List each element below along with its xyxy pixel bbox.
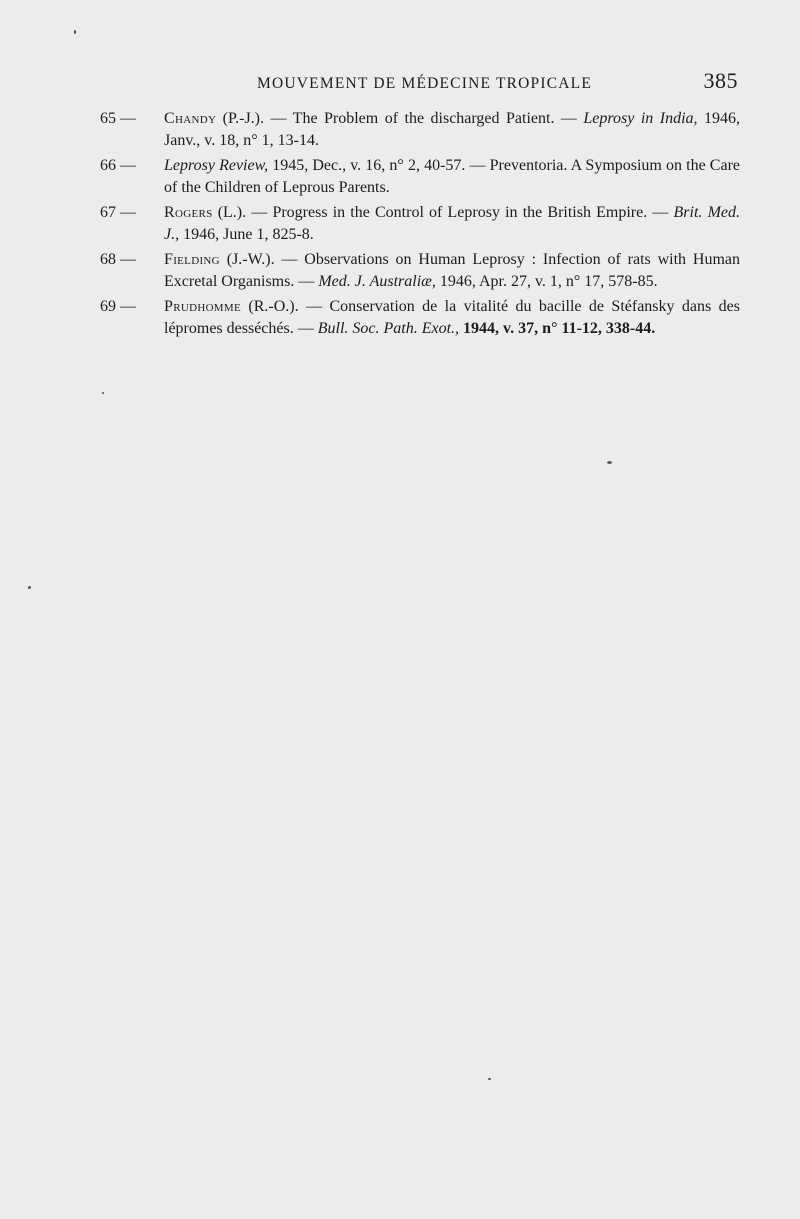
reference-journal: Med. J. Australiæ,	[318, 273, 436, 290]
reference-number: 68 —	[100, 251, 136, 268]
reference-initials: (R.-O.).	[241, 298, 299, 315]
reference-details: 1946, Janv., v. 18, n° 1, 13-14.	[164, 110, 740, 149]
reference-number: 66 —	[100, 157, 136, 174]
page-number: 385	[703, 68, 738, 93]
scan-speck	[488, 1078, 491, 1080]
reference-title: — Observations on Human Leprosy : Infection of rats with Human Excretal Organisms. —	[164, 251, 740, 290]
reference-item	[100, 155, 740, 199]
reference-initials: (P.-J.).	[216, 110, 265, 127]
reference-title: — Conservation de la vitalité du bacille de Stéfansky dans des lépromes desséchés. —	[164, 298, 740, 337]
reference-journal: Leprosy Review,	[164, 157, 269, 174]
scan-speck	[74, 30, 76, 34]
running-title: MOUVEMENT DE MÉDECINE TROPICALE	[257, 75, 592, 92]
reference-details: 1946, Apr. 27, v. 1, n° 17, 578-85.	[435, 273, 658, 290]
reference-number: 65 —	[100, 110, 136, 127]
reference-details: 1944, v. 37, n° 11-12, 338-44.	[459, 320, 656, 337]
page-header	[250, 68, 740, 98]
reference-title: — The Problem of the discharged Patient. —	[264, 110, 584, 127]
reference-item	[100, 296, 740, 340]
reference-author: Rogers	[164, 204, 213, 221]
reference-journal: Leprosy in India,	[583, 110, 698, 127]
reference-author: Prudhomme	[164, 298, 241, 315]
reference-details: 1946, June 1, 825-8.	[179, 226, 314, 243]
reference-journal: Brit. Med. J.,	[164, 204, 741, 243]
reference-details: 1945, Dec., v. 16, n° 2, 40-57. — Preventoria. A Symposium on the Care of the Children of Leprous Parents.	[164, 157, 740, 196]
reference-number: 67 —	[100, 204, 136, 221]
reference-author: Fielding	[164, 251, 220, 268]
reference-item	[100, 202, 740, 246]
reference-item	[100, 108, 740, 152]
reference-initials: (L.).	[212, 204, 247, 221]
reference-list	[100, 108, 740, 343]
scan-speck	[607, 461, 612, 464]
reference-number: 69 —	[100, 298, 136, 315]
reference-initials: (J.-W.).	[219, 251, 275, 268]
reference-item	[100, 249, 740, 293]
reference-title: — Progress in the Control of Leprosy in the British Empire. —	[246, 204, 674, 221]
scan-speck	[28, 586, 31, 589]
reference-author: Chandy	[164, 110, 217, 127]
reference-journal: Bull. Soc. Path. Exot.,	[317, 320, 460, 337]
scan-speck	[102, 392, 104, 394]
